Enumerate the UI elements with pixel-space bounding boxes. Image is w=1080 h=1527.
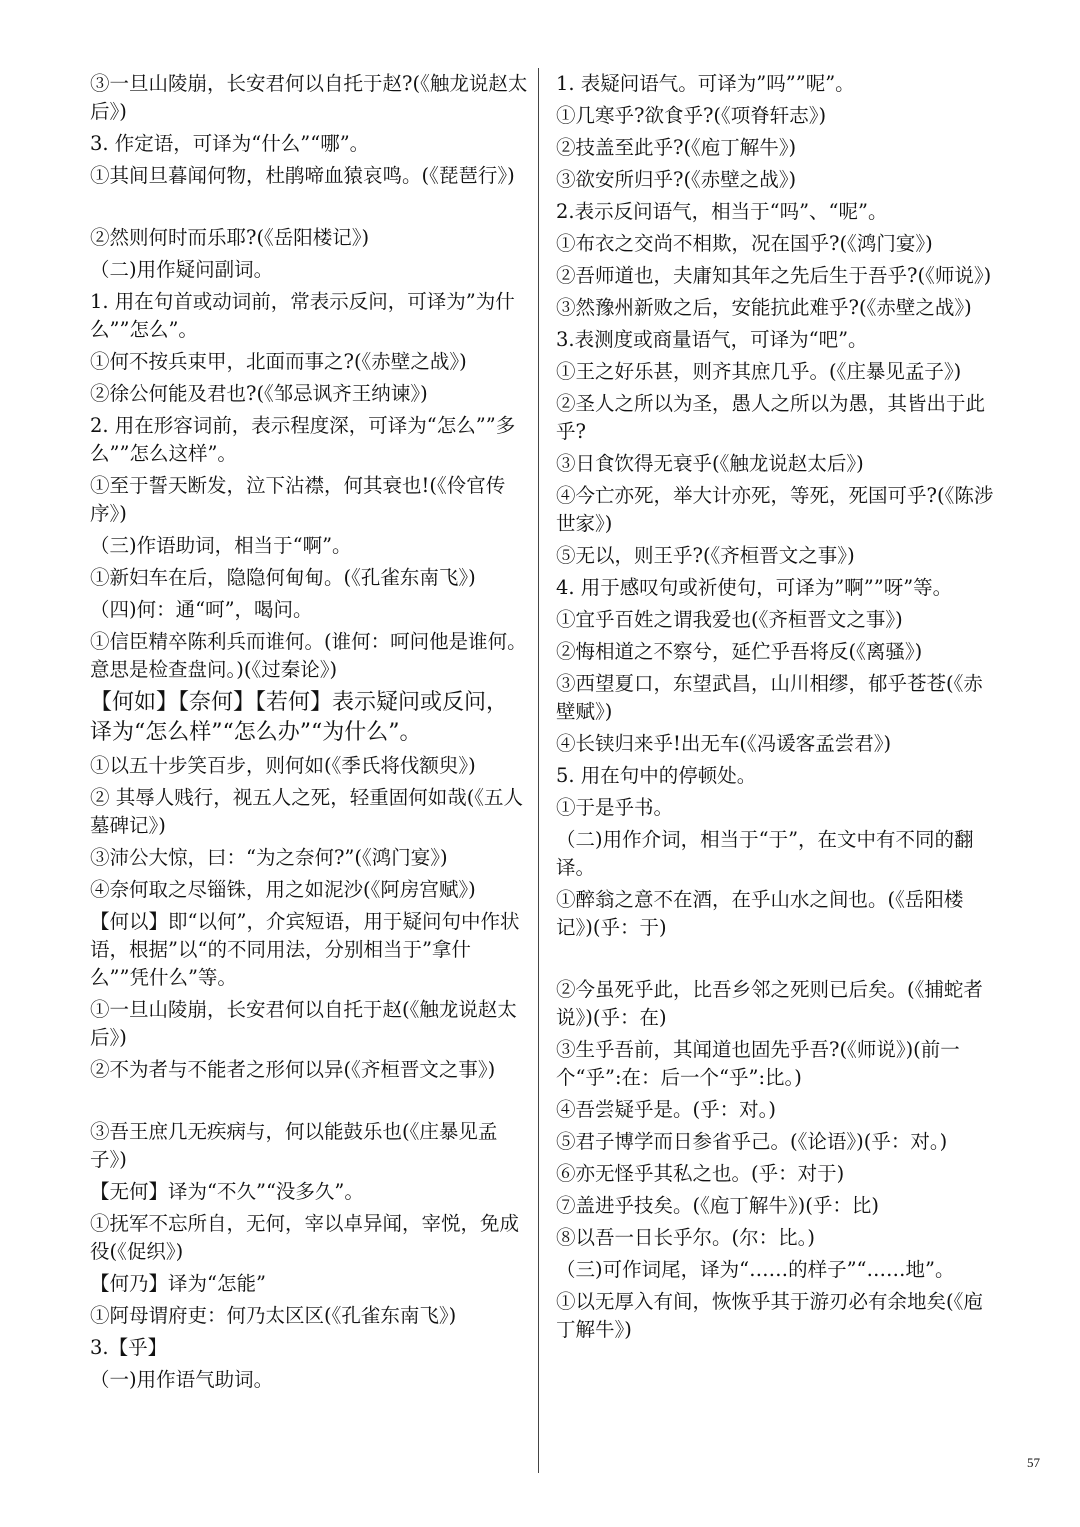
text-paragraph: 【何以】即“以何”，介宾短语，用于疑问句中作状语，根据”以“的不同用法，分别相当于”拿什么””凭什么”等。 <box>90 910 520 989</box>
text-paragraph: （一)用作语气助词。 <box>90 1368 274 1391</box>
text-paragraph: ②吾师道也，夫庸知其年之先后生于吾乎?(《师说》) <box>556 264 992 287</box>
text-paragraph: ①王之好乐甚，则齐其庶几乎。(《庄暴见孟子》) <box>556 360 962 383</box>
text-paragraph: ①以无厚入有间，恢恢乎其于游刃必有余地矣(《庖丁解牛》) <box>556 1290 983 1341</box>
text-paragraph: ②圣人之所以为圣，愚人之所以为愚，其皆出于此乎? <box>556 392 986 443</box>
text-paragraph: ②悔相道之不察兮，延伫乎吾将反(《离骚》) <box>556 640 923 663</box>
text-paragraph: 4. 用于感叹句或祈使句，可译为”啊””呀”等。 <box>556 576 953 599</box>
text-paragraph: ①几寒乎?欲食乎?(《项脊轩志》) <box>556 104 827 127</box>
text-paragraph: ①以五十步笑百步，则何如(《季氏将伐额臾》) <box>90 754 476 777</box>
text-paragraph: ①一旦山陵崩，长安君何以自托于赵(《触龙说赵太后》) <box>90 998 517 1049</box>
text-paragraph: ③日食饮得无衰乎(《触龙说赵太后》) <box>556 452 864 475</box>
text-paragraph: ⑤无以，则王乎?(《齐桓晋文之事》) <box>556 544 855 567</box>
text-paragraph: 【何乃】译为“怎能” <box>90 1272 266 1295</box>
text-paragraph: 1. 表疑问语气。可译为”吗””呢”。 <box>556 72 855 95</box>
text-paragraph: ②然则何时而乐耶?(《岳阳楼记》) <box>90 226 370 249</box>
text-paragraph: ③一旦山陵崩，长安君何以自托于赵?(《触龙说赵太后》) <box>90 72 528 123</box>
text-paragraph: （二)用作介词，相当于“于”，在文中有不同的翻译。 <box>556 828 974 879</box>
text-paragraph: （三)可作词尾，译为“……的样子”“……地”。 <box>556 1258 955 1281</box>
text-paragraph: ①其间旦暮闻何物，杜鹃啼血猿哀鸣。(《琵琶行》) <box>90 164 515 187</box>
text-paragraph: ①至于誓天断发，泣下沾襟，何其衰也!(《伶官传序》) <box>90 474 506 525</box>
text-paragraph: 3.【乎】 <box>90 1336 168 1359</box>
text-paragraph: ②今虽死乎此，比吾乡邻之死则已后矣。(《捕蛇者说》)(乎：在) <box>556 978 983 1029</box>
text-paragraph: （三)作语助词，相当于“啊”。 <box>90 534 352 557</box>
text-paragraph: 【何如】【奈何】【若何】表示疑问或反问，译为“怎么样”“怎么办”“为什么”。 <box>90 690 509 745</box>
text-paragraph: ①何不按兵束甲，北面而事之?(《赤壁之战》) <box>90 350 467 373</box>
text-paragraph: ①醉翁之意不在酒，在乎山水之间也。(《岳阳楼记》)(乎：于) <box>556 888 964 939</box>
text-paragraph: ②徐公何能及君也?(《邹忌讽齐王纳谏》) <box>90 382 428 405</box>
text-paragraph: ①宜乎百姓之谓我爱也(《齐桓晋文之事》) <box>556 608 903 631</box>
text-paragraph: ①布衣之交尚不相欺，况在国乎?(《鸿门宴》) <box>556 232 933 255</box>
text-paragraph: ③吾王庶几无疾病与，何以能鼓乐也(《庄暴见孟子》) <box>90 1120 498 1171</box>
text-paragraph: ②技盖至此乎?(《庖丁解牛》) <box>556 136 797 159</box>
text-paragraph: ③欲安所归乎?(《赤壁之战》) <box>556 168 797 191</box>
text-paragraph: ④今亡亦死，举大计亦死，等死，死国可乎?(《陈涉世家》) <box>556 484 994 535</box>
text-paragraph: ①阿母谓府吏：何乃太区区(《孔雀东南飞》) <box>90 1304 457 1327</box>
text-paragraph: （四)何：通“呵”，喝问。 <box>90 598 313 621</box>
right-column <box>556 70 996 1348</box>
text-paragraph: ⑤君子博学而日参省乎己。(《论语》)(乎：对。) <box>556 1130 948 1153</box>
text-paragraph: 【无何】译为“不久”“没多久”。 <box>90 1180 364 1203</box>
text-paragraph: ③然豫州新败之后，安能抗此难乎?(《赤壁之战》) <box>556 296 972 319</box>
text-paragraph: ② 其辱人贱行，视五人之死，轻重固何如哉(《五人墓碑记》) <box>90 786 524 837</box>
text-paragraph: 2. 用在形容词前，表示程度深，可译为“怎么””多么””怎么这样”。 <box>90 414 516 465</box>
text-paragraph: ①抚军不忘所自，无何，宰以卓异闻，宰悦，免成役(《促织》) <box>90 1212 520 1263</box>
text-paragraph: 5. 用在句中的停顿处。 <box>556 764 757 787</box>
text-paragraph: ③生乎吾前，其闻道也固先乎吾?(《师说》)(前一个“乎”:在：后一个“乎”:比。) <box>556 1038 960 1089</box>
text-paragraph: （二)用作疑问副词。 <box>90 258 274 281</box>
text-paragraph: ②不为者与不能者之形何以异(《齐桓晋文之事》) <box>90 1058 496 1081</box>
text-paragraph: ⑦盖进乎技矣。(《庖丁解牛》)(乎：比) <box>556 1194 879 1217</box>
text-paragraph: ⑥亦无怪乎其私之也。(乎：对于) <box>556 1162 845 1185</box>
text-paragraph: 3. 作定语，可译为“什么”“哪”。 <box>90 132 370 155</box>
text-paragraph: ④长铗归来乎!出无车(《冯谖客孟尝君》) <box>556 732 892 755</box>
text-paragraph: ④奈何取之尽锱铢，用之如泥沙(《阿房宫赋》) <box>90 878 476 901</box>
text-paragraph: 3.表测度或商量语气，可译为“吧”。 <box>556 328 868 351</box>
text-paragraph: ③西望夏口，东望武昌，山川相缪，郁乎苍苍(《赤壁赋》) <box>556 672 983 723</box>
column-divider <box>538 68 539 1473</box>
text-paragraph: ③沛公大惊，曰：“为之奈何?”(《鸿门宴》) <box>90 846 448 869</box>
text-paragraph: ①于是乎书。 <box>556 796 674 819</box>
text-paragraph: ①信臣精卒陈利兵而谁何。(谁何：呵问他是谁何。意思是检查盘问。)(《过秦论》) <box>90 630 527 681</box>
text-paragraph: ①新妇车在后，隐隐何甸甸。(《孔雀东南飞》) <box>90 566 476 589</box>
page-number: 57 <box>1027 1455 1040 1470</box>
text-paragraph: ⑧以吾一日长乎尔。(尔：比。) <box>556 1226 815 1249</box>
left-column <box>90 70 528 1398</box>
text-paragraph: ④吾尝疑乎是。(乎：对。) <box>556 1098 776 1121</box>
text-paragraph: 1. 用在句首或动词前，常表示反问，可译为”为什么””怎么”。 <box>90 290 515 341</box>
text-paragraph: 2.表示反问语气，相当于“吗”、“呢”。 <box>556 200 888 223</box>
